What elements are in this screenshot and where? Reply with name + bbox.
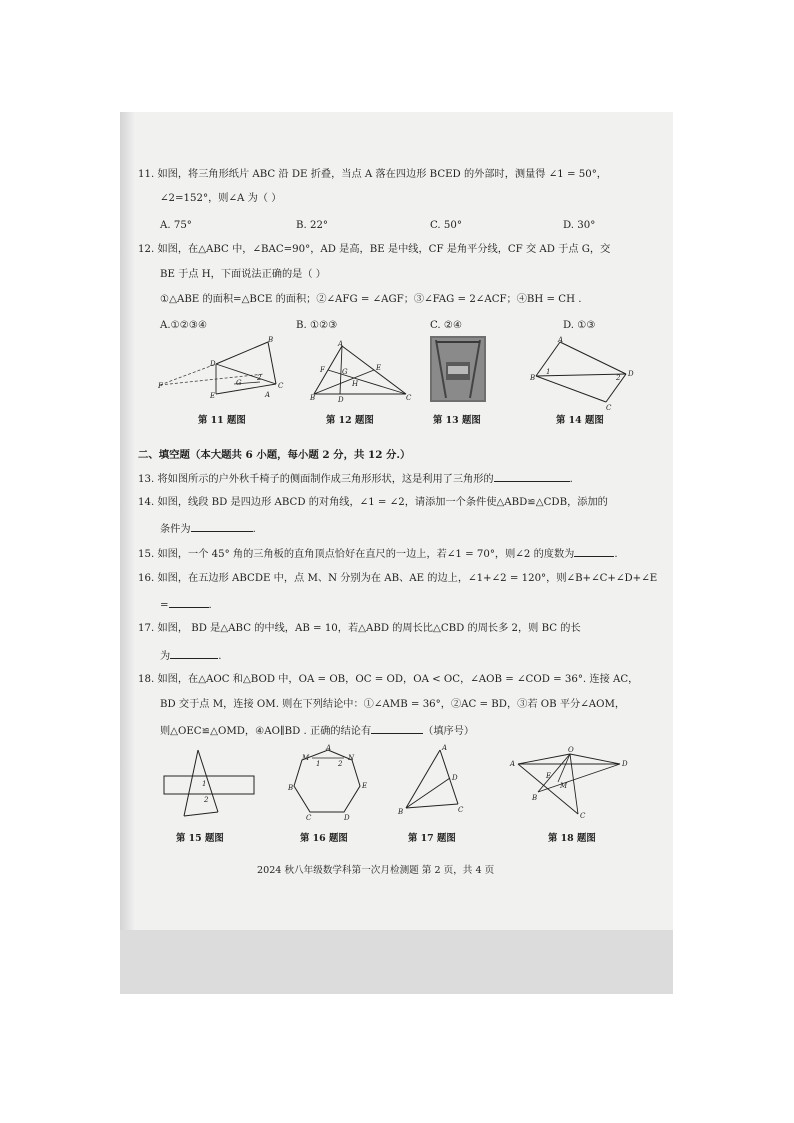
svg-text:M: M	[560, 782, 568, 790]
figure-11	[158, 338, 284, 404]
q12-option-d: D. ①③	[563, 320, 596, 331]
q11-option-a: A. 75°	[160, 220, 192, 231]
q12-option-a: A.①②③④	[160, 320, 208, 331]
svg-text:E: E	[546, 772, 552, 780]
q12-line3: ①△ABE 的面积=△BCE 的面积；②∠AFG = ∠AGF；③∠FAG = 2∠ACF；④BH = CH .	[160, 294, 582, 305]
svg-text:F: F	[158, 382, 163, 390]
svg-text:C: C	[306, 814, 312, 822]
scan-bottom-band	[120, 930, 673, 994]
figure-15	[160, 746, 258, 820]
q12-line1: 12. 如图，在△ABC 中，∠BAC=90°，AD 是高，BE 是中线，CF 是角平分线，CF 交 AD 于点 G，交	[138, 244, 611, 255]
svg-text:D: D	[622, 760, 628, 768]
svg-text:2: 2	[257, 374, 262, 382]
svg-text:E: E	[376, 364, 382, 372]
figure-12	[310, 342, 410, 402]
figure-17	[398, 744, 464, 816]
svg-text:B: B	[530, 374, 536, 382]
figure-13-swing-photo	[430, 336, 486, 402]
figure-14	[528, 336, 634, 412]
svg-text:D: D	[452, 774, 458, 782]
q11-option-d: D. 30°	[563, 220, 596, 231]
q15-answer-blank[interactable]	[574, 546, 614, 557]
q11-option-c: C. 50°	[430, 220, 462, 231]
svg-text:1: 1	[316, 760, 321, 768]
q18-line1: 18. 如图，在△AOC 和△BOD 中，OA = OB，OC = OD，OA < OC，∠AOB = ∠COD = 36°. 连接 AC，	[138, 674, 639, 685]
q18-answer-blank[interactable]	[371, 723, 423, 734]
svg-text:C: C	[278, 382, 284, 390]
svg-text:A: A	[558, 336, 564, 344]
svg-text:D: D	[344, 814, 350, 822]
caption-figure-12: 第 12 题图	[326, 415, 374, 426]
q18-line3: 则△OEC≌△OMD，④AO∥BD . 正确的结论有 （填序号）	[160, 723, 474, 739]
svg-text:1: 1	[202, 780, 207, 788]
caption-figure-11: 第 11 题图	[198, 415, 246, 426]
q12-line2: BE 于点 H，下面说法正确的是（ ）	[160, 269, 326, 280]
svg-text:C: C	[406, 394, 412, 402]
caption-figure-17: 第 17 题图	[408, 833, 456, 844]
svg-text:D: D	[628, 370, 634, 378]
svg-text:E: E	[362, 782, 368, 790]
section-2-heading: 二、填空题（本大题共 6 小题，每小题 2 分，共 12 分.）	[138, 449, 411, 461]
svg-text:B: B	[398, 808, 404, 816]
svg-text:A: A	[326, 744, 332, 752]
svg-text:A: A	[265, 391, 271, 399]
caption-figure-16: 第 16 题图	[300, 833, 348, 844]
caption-figure-13: 第 13 题图	[433, 415, 481, 426]
caption-figure-18: 第 18 题图	[548, 833, 596, 844]
caption-figure-15: 第 15 题图	[176, 833, 224, 844]
svg-text:1: 1	[546, 368, 551, 376]
q17-line1: 17. 如图， BD 是△ABC 的中线，AB = 10，若△ABD 的周长比△CBD 的周长多 2，则 BC 的长	[138, 623, 581, 634]
svg-text:B: B	[268, 336, 274, 344]
svg-text:M: M	[302, 754, 310, 762]
svg-text:E: E	[210, 392, 216, 400]
svg-text:A: A	[510, 760, 516, 768]
scan-edge-shadow	[120, 112, 134, 994]
q14-line2: 条件为 .	[160, 521, 256, 537]
svg-text:C: C	[606, 404, 612, 412]
svg-text:B: B	[310, 394, 316, 402]
svg-text:B: B	[532, 794, 538, 802]
q16-line2: = .	[160, 597, 212, 613]
svg-text:H: H	[352, 380, 359, 388]
svg-text:D: D	[338, 396, 344, 404]
figure-16	[286, 746, 372, 824]
svg-text:B: B	[288, 784, 294, 792]
q17-answer-blank[interactable]	[170, 648, 218, 659]
svg-text:F: F	[320, 366, 325, 374]
svg-text:D: D	[210, 360, 216, 368]
svg-text:2: 2	[338, 760, 343, 768]
q11-option-b: B. 22°	[296, 220, 329, 231]
svg-text:2: 2	[616, 374, 621, 382]
svg-text:C: C	[458, 806, 464, 814]
q12-option-b: B. ①②③	[296, 320, 338, 331]
q13-answer-blank[interactable]	[494, 471, 570, 482]
q14-answer-blank[interactable]	[191, 521, 253, 532]
q11-line2: ∠2=152°，则∠A 为（ ）	[160, 193, 282, 204]
svg-text:2: 2	[204, 796, 209, 804]
q11-line1: 11. 如图，将三角形纸片 ABC 沿 DE 折叠，当点 A 落在四边形 BCED 的外部时，测量得 ∠1 = 50°，	[138, 169, 607, 180]
page-footer: 2024 秋八年级数学科第一次月检测题 第 2 页，共 4 页	[257, 865, 495, 876]
svg-text:A: A	[442, 744, 448, 752]
q17-line2: 为 .	[160, 648, 221, 664]
q13-line1: 13. 将如图所示的户外秋千椅子的侧面制作成三角形形状，这是利用了三角形的 .	[138, 471, 573, 487]
q14-line1: 14. 如图，线段 BD 是四边形 ABCD 的对角线，∠1 = ∠2，请添加一个条件使△ABD≌△CDB，添加的	[138, 497, 608, 508]
svg-text:O: O	[568, 746, 574, 754]
q18-line2: BD 交于点 M，连接 OM. 则在下列结论中：①∠AMB = 36°，②AC = BD，③若 OB 平分∠AOM，	[160, 699, 626, 710]
svg-text:G: G	[342, 368, 348, 376]
q16-answer-blank[interactable]	[169, 597, 209, 608]
figure-18	[508, 746, 634, 820]
svg-text:G: G	[236, 379, 242, 387]
svg-text:A: A	[338, 340, 344, 348]
caption-figure-14: 第 14 题图	[556, 415, 604, 426]
q16-line1: 16. 如图，在五边形 ABCDE 中，点 M、N 分别为在 AB、AE 的边上，∠1+∠2 = 120°，则∠B+∠C+∠D+∠E	[138, 573, 658, 584]
q15-line1: 15. 如图，一个 45° 角的三角板的直角顶点恰好在直尺的一边上，若∠1 = 70°，则∠2 的度数为 .	[138, 546, 618, 562]
svg-text:N: N	[348, 754, 355, 762]
q12-option-c: C. ②④	[430, 320, 463, 331]
svg-text:C: C	[580, 812, 586, 820]
